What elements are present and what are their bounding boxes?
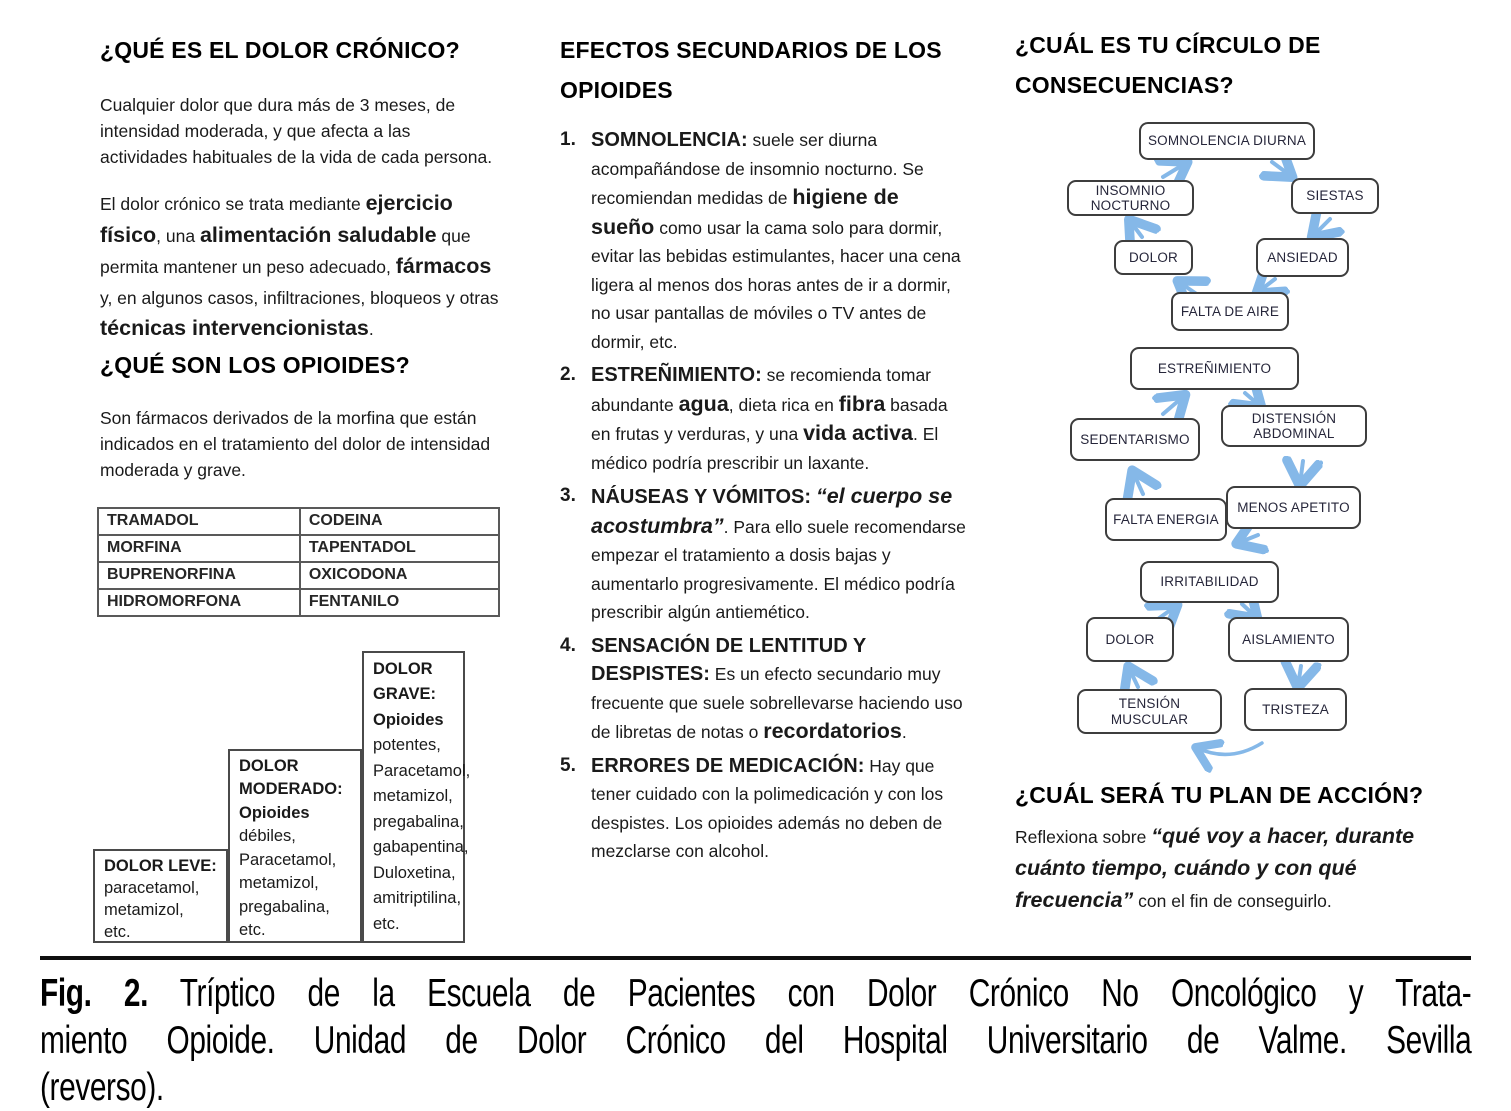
- item-title: ERRORES DE MEDICACIÓN:: [591, 754, 865, 777]
- text-segment: . El médico podría prescribir un laxante.: [591, 424, 939, 473]
- side-effects-list: [560, 126, 966, 866]
- ladder-step-dolor-grave: [362, 651, 471, 943]
- item-text: [591, 482, 966, 627]
- text-segment: .: [368, 319, 374, 339]
- text-segment: alimentación saludable: [199, 222, 437, 247]
- ladder-line: pregabalina,: [373, 812, 464, 831]
- ladder-line: MODERADO:: [239, 780, 343, 798]
- item-number: 3.: [560, 485, 576, 506]
- text-segment: técnicas intervencionistas: [100, 316, 369, 340]
- opioid-table-row: [98, 562, 499, 589]
- ladder-line: Opioides: [239, 803, 310, 822]
- ladder-line: pregabalina,: [239, 897, 330, 916]
- item-title: SENSACIÓN DE LENTITUD Y DESPISTES:: [591, 634, 866, 685]
- flow-box-irritabilidad: IRRITABILIDAD: [1140, 561, 1279, 603]
- heading-consequence-circle: ¿CUÁL ES TU CÍRCULO DE CONSECUENCIAS?: [1015, 32, 1321, 98]
- text-segment: Fig. 2.: [40, 972, 148, 1015]
- paragraph-treatment: [100, 188, 500, 345]
- ladder-line: DOLOR LEVE:: [104, 856, 217, 875]
- cycle-arrow-icon: [1163, 396, 1184, 414]
- item-number: 2.: [560, 364, 576, 385]
- ladder-line: Paracetamol,: [239, 850, 337, 869]
- item-text: [591, 632, 966, 747]
- ladder-line: DOLOR: [239, 756, 299, 775]
- text-segment: vida activa: [803, 421, 914, 445]
- ladder-line: potentes,: [373, 736, 441, 754]
- text-segment: , dieta rica en: [728, 394, 839, 415]
- ladder-line: etc.: [373, 914, 400, 933]
- item-title: SOMNOLENCIA:: [591, 129, 748, 151]
- text-segment: se recomienda tomar abundante: [591, 365, 932, 415]
- caption-line: [40, 970, 1471, 1017]
- text-segment: Hay que tener cuidado con la polimedicación y con los despistes. Los opioides además no deben de mezclarse con alcohol.: [591, 755, 944, 861]
- text-segment: .: [901, 722, 907, 742]
- opioid-table-cell: TRAMADOL: [98, 508, 300, 535]
- opioid-table-cell: CODEINA: [300, 508, 499, 535]
- opioid-table-cell: BUPRENORFINA: [98, 562, 300, 589]
- ladder-line: GRAVE:: [373, 685, 436, 703]
- cycle-arrow-icon: [1298, 666, 1301, 686]
- ladder-line: DOLOR: [373, 659, 433, 678]
- ladder-line: débiles,: [239, 827, 296, 845]
- text-segment: (reverso).: [40, 1066, 164, 1109]
- text-segment: como usar la cama solo para dormir, evitar las bebidas estimulantes, hacer una cena ligera al menos dos horas antes de ir a dormir, no usar pantallas de móviles o TV antes de dormir, etc.: [591, 217, 961, 352]
- item-title: ESTREÑIMIENTO:: [591, 364, 762, 386]
- item-text: [591, 361, 966, 477]
- flow-box-menos-apetito: MENOS APETITO: [1226, 486, 1361, 529]
- ladder-line: Opioides: [373, 710, 444, 729]
- text-segment: , una: [156, 225, 200, 246]
- item-text: [591, 126, 966, 356]
- flow-box-somnolencia-diurna: SOMNOLENCIA DIURNA: [1139, 122, 1315, 160]
- cycle-arrow-icon: [1133, 472, 1143, 494]
- paragraph-opioids: [100, 405, 500, 483]
- ladder-line: gabapentina,: [373, 838, 469, 856]
- opioid-table-body: [98, 508, 499, 616]
- text-segment: Es un efecto secundario muy frecuente que suele sobrellevarse haciendo uso de libretas de notas o: [591, 664, 963, 742]
- ladder-line: metamizol,: [104, 900, 184, 919]
- ladder-line: metamizol,: [373, 787, 453, 805]
- text-segment: que permita mantener un peso adecuado,: [100, 225, 471, 277]
- opioid-table-cell: TAPENTADOL: [300, 535, 499, 562]
- text-segment: “qué voy a hacer, durante cuánto tiempo, cuándo y con qué frecuencia”: [1015, 824, 1415, 912]
- flow-box-dolor: DOLOR: [1114, 240, 1193, 275]
- opioid-table-cell: OXICODONA: [300, 562, 499, 589]
- opioid-table-cell: MORFINA: [98, 535, 300, 562]
- caption-line: [40, 1017, 1471, 1064]
- ladder-line: paracetamol,: [104, 878, 200, 897]
- text-segment: El dolor crónico se trata mediante: [100, 194, 366, 214]
- cycle-arrow-icon: [1300, 461, 1303, 484]
- opioid-table-cell: FENTANILO: [300, 589, 499, 616]
- text-segment: basada en frutas y verduras, y una: [591, 394, 948, 444]
- flow-box-tristeza: TRISTEZA: [1244, 688, 1347, 731]
- ladder-line: amitriptilina,: [373, 889, 462, 907]
- heading-what-is-chronic-pain: ¿QUÉ ES EL DOLOR CRÓNICO?: [100, 37, 460, 63]
- text-segment: Son fármacos derivados de la morfina que están indicados en el tratamiento del dolor de intensidad moderada y grave.: [100, 407, 491, 480]
- ladder-step-dolor-leve: [93, 849, 228, 943]
- text-segment: higiene de sueño: [591, 185, 899, 239]
- side-effect-item-4: [560, 632, 966, 747]
- ladder-step-dolor-moderado: [228, 749, 362, 943]
- ladder-line: Paracetamol,: [373, 761, 471, 780]
- ladder-line: metamizol,: [239, 874, 319, 892]
- flow-box-sedentarismo: SEDENTARISMO: [1070, 418, 1200, 461]
- side-effect-item-2: [560, 361, 966, 477]
- text-segment: Cualquier dolor que dura más de 3 meses, de intensidad moderada, y que afecta a las actividades habituales de la vida de cada persona.: [100, 95, 493, 167]
- figure-caption-block: [40, 956, 1471, 1111]
- flow-box-aislamiento: AISLAMIENTO: [1228, 617, 1349, 662]
- cycle-arrow-icon: [1130, 221, 1142, 237]
- heading-side-effects: EFECTOS SECUNDARIOS DE LOS OPIOIDES: [560, 37, 942, 103]
- pain-ladder-diagram: [100, 651, 500, 943]
- cycle-arrow-icon: [1242, 604, 1256, 617]
- item-number: 4.: [560, 634, 576, 656]
- text-segment: con el fin de conseguirlo.: [1133, 891, 1332, 911]
- opioid-table-row: [98, 535, 499, 562]
- item-text: [591, 752, 966, 866]
- text-segment: agua: [678, 391, 729, 416]
- cycle-arrow-icon: [1163, 163, 1186, 177]
- cycle-arrow-icon: [1129, 668, 1138, 687]
- column-side-effects: [560, 30, 966, 866]
- text-segment: Tríptico de la Escuela de Pacientes con Dolor Crónico No Oncológico y Trata-: [147, 972, 1472, 1015]
- flow-box-falta-de-aire: FALTA DE AIRE: [1171, 292, 1289, 331]
- opioid-table: [97, 507, 500, 617]
- item-number: 1.: [560, 129, 576, 150]
- flow-box-siestas: SIESTAS: [1291, 178, 1379, 214]
- column-chronic-pain: [100, 30, 500, 943]
- opioid-table-cell: HIDROMORFONA: [98, 589, 300, 616]
- text-segment: Reflexiona sobre: [1015, 827, 1152, 847]
- caption-divider: [40, 956, 1471, 960]
- cycle-arrow-icon: [1272, 162, 1291, 176]
- text-segment: “el cuerpo se acostumbra”: [591, 484, 953, 538]
- side-effect-item-1: [560, 126, 966, 356]
- text-segment: ejercicio físico: [100, 191, 453, 247]
- text-segment: recordatorios: [763, 719, 902, 743]
- text-segment: suele ser diurna acompañándose de insomnio nocturno. Se recomiendan medidas de: [591, 130, 924, 208]
- cycle-arrow-icon: [1313, 219, 1330, 236]
- cycle-arrow-icon: [1238, 535, 1258, 543]
- ladder-line: Duloxetina,: [373, 863, 456, 882]
- flow-box-distension-abdominal: DISTENSIÓN ABDOMINAL: [1221, 405, 1367, 447]
- text-segment: fármacos: [395, 254, 492, 278]
- flow-box-ansiedad: ANSIEDAD: [1256, 238, 1349, 277]
- flow-box-tension-muscular: TENSIÓN MUSCULAR: [1077, 689, 1222, 734]
- opioid-table-row: [98, 589, 499, 616]
- paragraph-action-plan: [1015, 821, 1480, 917]
- flow-box-falta-energia: FALTA ENERGIA: [1105, 498, 1227, 541]
- flow-box-estrenimiento: ESTREÑIMIENTO: [1130, 347, 1299, 390]
- ladder-line: etc.: [104, 922, 131, 941]
- figure-caption: [40, 970, 1471, 1111]
- column-consequences: [1015, 25, 1480, 935]
- text-segment: miento Opioide. Unidad de Dolor Crónico del Hospital Universitario de Valme. Sevilla: [40, 1019, 1472, 1062]
- item-title: NÁUSEAS Y VÓMITOS:: [591, 486, 812, 508]
- cycle-curved-arrow-icon: [1197, 743, 1262, 754]
- text-segment: y, en algunos casos, infiltraciones, bloqueos y otras: [100, 287, 499, 308]
- cycle-arrow-icon: [1258, 279, 1275, 292]
- opioid-table-row: [98, 508, 499, 535]
- ladder-line: etc.: [239, 921, 266, 939]
- side-effect-item-5: [560, 752, 966, 866]
- text-segment: fibra: [838, 391, 886, 416]
- cycle-diagram: [1015, 115, 1480, 775]
- flow-box-insomnio-nocturno: INSOMNIO NOCTURNO: [1067, 180, 1194, 216]
- item-number: 5.: [560, 754, 576, 776]
- heading-action-plan: ¿CUÁL SERÁ TU PLAN DE ACCIÓN?: [1015, 782, 1424, 808]
- side-effect-item-3: [560, 482, 966, 627]
- paragraph-definition: [100, 92, 500, 170]
- flow-box-dolor: DOLOR: [1086, 617, 1174, 662]
- heading-what-are-opioids: ¿QUÉ SON LOS OPIOIDES?: [100, 351, 410, 378]
- text-segment: . Para ello suele recomendarse empezar el tratamiento a dosis bajas y aumentarlo progresivamente. El médico podría prescribir algún antiemético.: [591, 516, 966, 622]
